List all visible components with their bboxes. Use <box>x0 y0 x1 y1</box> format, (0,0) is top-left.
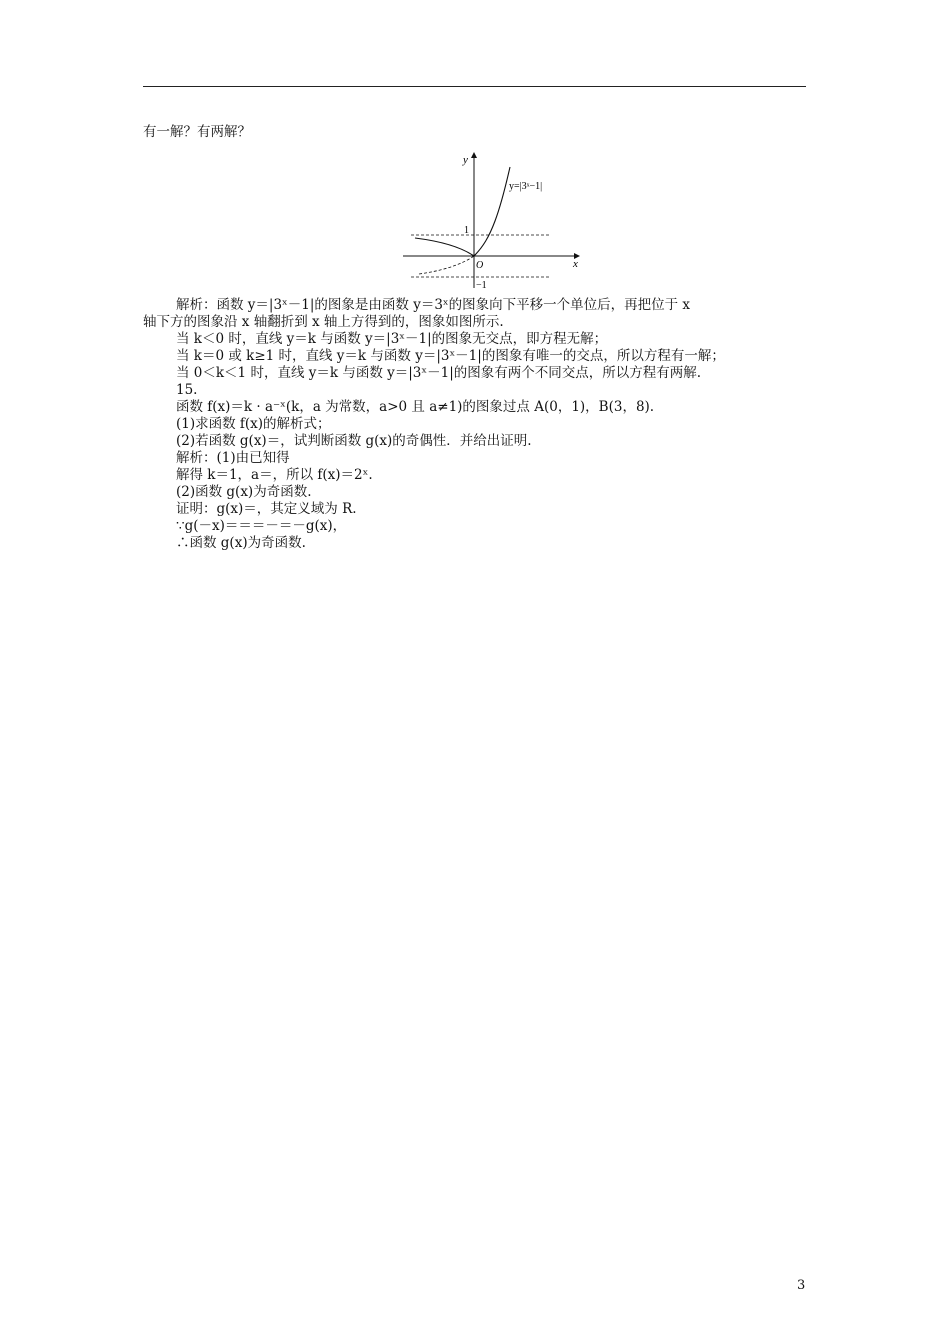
solution-line-3: 当 k＜0 时，直线 y＝k 与函数 y＝|3ˣ－1|的图象无交点，即方程无解； <box>176 331 608 347</box>
curve-right <box>474 167 510 256</box>
header-rule <box>143 86 806 87</box>
answer-line-3: (2)函数 g(x)为奇函数. <box>176 484 312 500</box>
solution-line-5: 当 0＜k＜1 时，直线 y＝k 与函数 y＝|3ˣ－1|的图象有两个不同交点，所以方程有两解. <box>176 365 702 381</box>
answer-line-4: 证明：g(x)＝，其定义域为 R. <box>176 501 357 517</box>
question-tail: 有一解？有两解？ <box>143 124 251 140</box>
answer-line-1: 解析：(1)由已知得 <box>176 450 290 466</box>
function-graph <box>401 143 591 293</box>
question-15-part-2: (2)若函数 g(x)＝，试判断函数 g(x)的奇偶性．并给出证明. <box>176 433 532 449</box>
question-15-stem: 函数 f(x)＝k · a⁻ˣ(k，a 为常数，a>0 且 a≠1)的图象过点 A(0，1)，B(3，8). <box>176 399 655 415</box>
solution-line-2: 轴下方的图象沿 x 轴翻折到 x 轴上方得到的，图象如图所示. <box>143 314 504 330</box>
curve-label: y=|3ˣ−1| <box>509 181 543 192</box>
function-graph-figure <box>143 143 813 293</box>
x-axis-label: x <box>573 258 578 270</box>
answer-line-5: ∵g(－x)＝＝＝－＝－g(x)， <box>176 518 347 534</box>
question-15-part-1: (1)求函数 f(x)的解析式； <box>176 416 331 432</box>
question-15-number: 15. <box>176 382 198 398</box>
answer-line-2: 解得 k＝1，a＝，所以 f(x)＝2ˣ. <box>176 467 373 483</box>
document-body <box>143 124 813 552</box>
page-number: 3 <box>797 1278 806 1293</box>
solution-line-1: 解析：函数 y＝|3ˣ－1|的图象是由函数 y＝3ˣ的图象向下平移一个单位后，再把位于 x <box>176 297 691 313</box>
origin-label: O <box>476 260 484 271</box>
tick-neg-one-label: −1 <box>476 280 487 291</box>
answer-line-6: ∴函数 g(x)为奇函数. <box>176 535 306 551</box>
dashed-curve-below <box>419 256 474 274</box>
reflected-curve-left <box>415 238 474 256</box>
y-axis-label: y <box>463 154 468 166</box>
solution-line-4: 当 k＝0 或 k≥1 时，直线 y＝k 与函数 y＝|3ˣ－1|的图象有唯一的交点，所以方程有一解； <box>176 348 725 364</box>
tick-one-label: 1 <box>464 225 469 236</box>
